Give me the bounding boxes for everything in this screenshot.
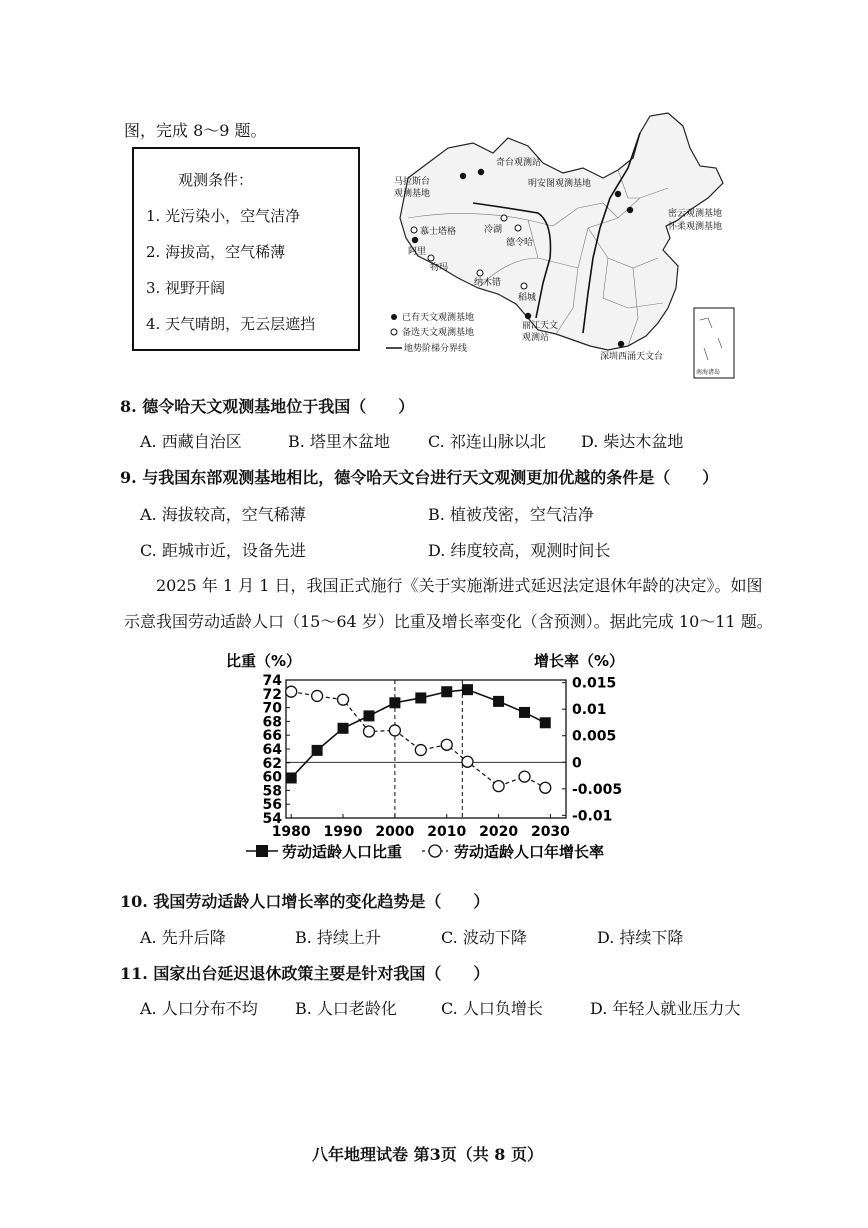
label-huairou: 怀柔观测基地 (668, 222, 723, 232)
left-tick-label: 64 (262, 742, 282, 758)
growth-point (389, 725, 400, 736)
proportion-point (338, 723, 349, 734)
inset-label: 南海诸岛 (696, 369, 721, 376)
candidate-site-marker (515, 225, 521, 231)
right-tick-label: -0.005 (572, 781, 623, 798)
passage-line-1: 2025 年 1 月 1 日，我国正式施行《关于实施渐进式延迟法定退休年龄的决定》。如图 (156, 576, 763, 595)
candidate-site-marker (428, 255, 434, 261)
existing-site-marker (460, 173, 466, 179)
proportion-point (415, 692, 426, 703)
left-tick-label: 74 (262, 673, 282, 689)
left-tick-label: 72 (262, 686, 282, 703)
legend-marker-circle (429, 845, 441, 857)
proportion-point (519, 707, 530, 718)
existing-site-marker (627, 207, 633, 213)
growth-point (493, 781, 504, 792)
passage-line-2: 示意我国劳动适龄人口（15～64 岁）比重及增长率变化（含预测）。据此完成 10～11 题。 (124, 612, 773, 631)
legend-series-2: 劳动适龄人口年增长率 (454, 843, 605, 861)
proportion-point (540, 717, 551, 728)
proportion-point (286, 772, 297, 783)
existing-site-marker (615, 191, 621, 197)
proportion-point (441, 686, 452, 697)
question-text: 与我国东部观测基地相比，德令哈天文台进行天文观测更加优越的条件是（ ） (142, 468, 719, 487)
page-footer: 八年地理试卷 第3页（共 8 页） (312, 1145, 543, 1164)
legend-series-1: 劳动适龄人口比重 (282, 843, 403, 861)
left-tick-label: 60 (262, 769, 282, 786)
question-text: 我国劳动适龄人口增长率的变化趋势是（ ） (153, 892, 490, 911)
question-9 (120, 465, 718, 488)
label-ali: 阿里 (408, 247, 427, 257)
candidate-site-marker (477, 270, 483, 276)
growth-point (338, 694, 349, 705)
south-china-sea-inset (694, 308, 734, 378)
conditions-box (132, 147, 360, 351)
label-lijiang-2: 观测站 (522, 333, 550, 343)
q8-option-c[interactable]: C. 祁连山脉以北 (428, 432, 546, 451)
right-tick-label: 0.01 (572, 702, 607, 719)
left-tick-label: 68 (262, 714, 282, 731)
q8-option-a[interactable]: A. 西藏自治区 (140, 432, 242, 451)
q9-option-d[interactable]: D. 纬度较高，观测时间长 (428, 541, 611, 560)
candidate-site-marker (501, 215, 507, 221)
label-mushitage: 慕士塔格 (420, 227, 457, 237)
growth-point (363, 726, 374, 737)
labor-population-chart (216, 644, 656, 870)
condition-item: 2. 海拔高，空气稀薄 (146, 243, 286, 261)
growth-point (519, 771, 530, 782)
question-number: 11. (120, 964, 148, 983)
q9-option-c[interactable]: C. 距城市近，设备先进 (140, 541, 306, 560)
q10-option-a[interactable]: A. 先升后降 (140, 928, 226, 947)
growth-point (415, 745, 426, 756)
x-tick-label: 1980 (271, 824, 311, 840)
left-tick-label: 66 (262, 728, 282, 745)
x-tick-label: 2020 (479, 824, 519, 840)
legend-step-line: 地势阶梯分界线 (404, 344, 468, 354)
right-tick-label: -0.01 (572, 808, 613, 825)
question-text: 国家出台延迟退休政策主要是针对我国（ ） (153, 964, 490, 983)
proportion-point (493, 696, 504, 707)
q8-option-d[interactable]: D. 柴达木盆地 (581, 432, 684, 451)
question-11 (120, 961, 489, 984)
growth-point (441, 739, 452, 750)
label-miyun: 密云观测基地 (668, 209, 723, 219)
growth-point (462, 756, 473, 767)
legend-existing: 已有天文观测基地 (402, 313, 475, 323)
label-mingantu: 明安图观测基地 (528, 179, 592, 189)
left-tick-label: 70 (262, 700, 282, 717)
condition-item: 4. 天气晴朗，无云层遮挡 (146, 315, 316, 333)
right-tick-label: 0.005 (572, 728, 617, 745)
x-tick-label: 2010 (427, 824, 467, 840)
left-tick-label: 58 (262, 783, 282, 800)
label-delingha: 德令哈 (506, 238, 534, 248)
x-tick-label: 2000 (375, 824, 415, 840)
label-namucuo: 纳木错 (474, 278, 502, 288)
question-number: 10. (120, 892, 148, 911)
question-number: 9. (120, 468, 137, 487)
left-tick-label: 56 (262, 797, 282, 814)
q10-option-c[interactable]: C. 波动下降 (441, 928, 527, 947)
right-tick-label: 0.015 (572, 675, 617, 692)
proportion-point (389, 697, 400, 708)
label-malasitai-2: 观测基地 (394, 189, 431, 199)
label-qitai: 奇台观测站 (496, 158, 542, 168)
q10-option-d[interactable]: D. 持续下降 (597, 928, 684, 947)
q10-option-b[interactable]: B. 持续上升 (295, 928, 381, 947)
existing-site-marker (478, 169, 484, 175)
q11-option-b[interactable]: B. 人口老龄化 (295, 999, 397, 1018)
label-malasitai: 马拉斯台 (394, 177, 431, 187)
existing-site-marker (412, 237, 418, 243)
legend-candidate: 备选天文观测基地 (402, 328, 475, 338)
intro-line: 图，完成 8～9 题。 (124, 121, 267, 140)
existing-site-marker (525, 313, 531, 319)
growth-point (312, 690, 323, 701)
question-text: 德令哈天文观测基地位于我国（ ） (142, 397, 415, 416)
candidate-site-marker (521, 283, 527, 289)
label-daocheng: 稻城 (518, 293, 537, 303)
question-number: 8. (120, 397, 137, 416)
q8-option-b[interactable]: B. 塔里木盆地 (288, 432, 390, 451)
candidate-site-marker (411, 227, 417, 233)
right-axis-title: 增长率（%） (534, 652, 625, 670)
proportion-point (363, 710, 374, 721)
growth-point (286, 686, 297, 697)
proportion-point (462, 684, 473, 695)
q11-option-d[interactable]: D. 年轻人就业压力大 (590, 999, 741, 1018)
q9-option-a[interactable]: A. 海拔较高，空气稀薄 (140, 505, 306, 524)
left-tick-label: 62 (262, 755, 282, 772)
q9-option-b[interactable]: B. 植被茂密，空气洁净 (428, 505, 594, 524)
label-lenghu: 冷湖 (484, 225, 503, 235)
question-10 (120, 889, 489, 912)
map-legend (386, 311, 474, 354)
label-wuma: 物玛 (430, 263, 449, 273)
left-tick-label: 54 (262, 811, 282, 827)
q11-option-c[interactable]: C. 人口负增长 (441, 999, 543, 1018)
left-axis-title: 比重（%） (226, 652, 302, 670)
proportion-point (312, 745, 323, 756)
growth-point (540, 782, 551, 793)
label-lijiang: 丽江天文 (522, 321, 559, 331)
x-tick-label: 1990 (323, 824, 363, 840)
conditions-title: 观测条件： (178, 171, 254, 189)
label-shenzhen: 深圳西涌天文台 (600, 352, 664, 362)
condition-item: 3. 视野开阔 (146, 279, 226, 297)
china-observatory-map (378, 108, 740, 380)
right-tick-label: 0 (572, 755, 582, 772)
q11-option-a[interactable]: A. 人口分布不均 (140, 999, 258, 1018)
question-8 (120, 394, 414, 417)
existing-site-marker (618, 341, 624, 347)
x-tick-label: 2030 (530, 824, 570, 840)
condition-item: 1. 光污染小，空气洁净 (146, 207, 301, 225)
